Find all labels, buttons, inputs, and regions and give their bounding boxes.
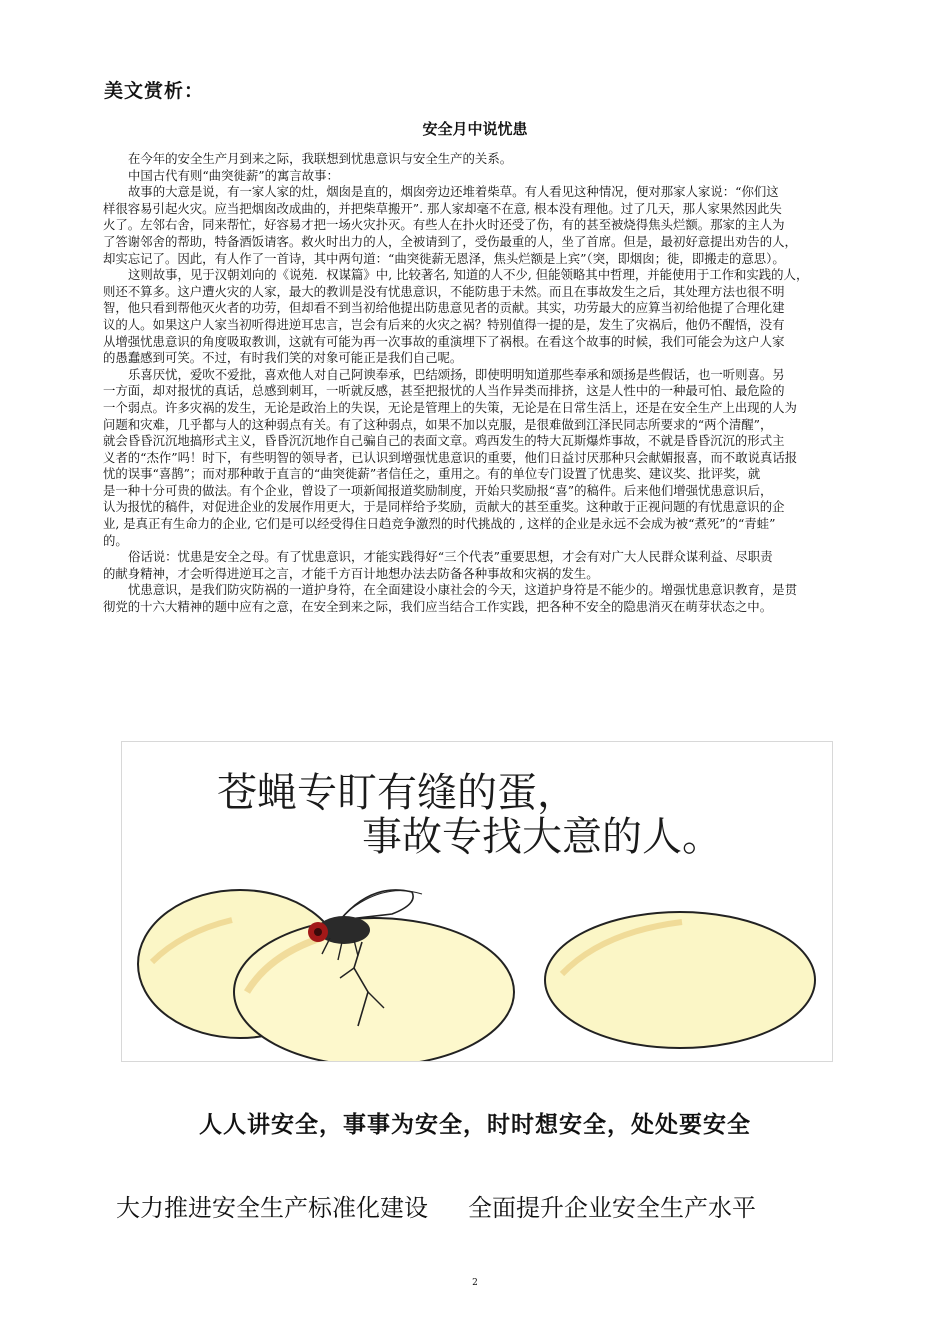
article-line: 就会昏昏沉沉地搞形式主义，昏昏沉沉地作自己骗自己的表面文章。鸡西发生的特大瓦斯爆炸事故，不就是昏昏沉沉的形式主 [103,433,785,449]
article-line: 智，他只看到帮他灭火者的功劳，但却看不到当初给他提出防患意见者的贡献。其实，功劳最大的应算当初给他提了合理化建 [103,300,785,316]
article-line: 样很容易引起火灾。应当把烟囱改成曲的，并把柴草搬开”. 那人家却毫不在意, 根本没有理他。过了几天，那人家果然因此失 [103,200,782,216]
illustration-caption-line1: 苍蝇专盯有缝的蛋， [217,770,577,816]
article-line: 从增强忧患意识的角度吸取教训，这就有可能为再一次事故的重演埋下了祸根。在看这个故事的时候，我们可能会为这户人家 [103,333,785,349]
article-line: 认为报忧的稿件，对促进企业的发展作用更大，于是同样给予奖励，贡献大的甚至重奖。这种敢于正视问题的有忧患意识的企 [103,499,785,515]
illustration-drawing [122,742,832,1061]
article-line: 火了。左邻右舍，同来帮忙，好容易才把一场火灾扑灭。有些人在扑火时还受了伤，有的甚至被烧得焦头烂额。那家的主人为 [103,217,785,233]
article-line: 在今年的安全生产月到来之际，我联想到忧患意识与安全生产的关系。 [128,151,513,166]
article-line: 忧的误事“喜鹊”；而对那种敢于直言的“曲突徙薪”者信任之，重用之。有的单位专门设置了忧患奖、建议奖、批评奖，就 [103,466,761,482]
safety-slogan-bold: 人人讲安全，事事为安全，时时想安全，处处要安全 [199,1112,751,1138]
article-line: 的。 [103,532,128,548]
article-line: 却实忘记了。因此，有人作了一首诗，其中两句道：“曲突徙薪无恩泽，焦头烂额是上宾”（突，即烟囱；徙，即搬走的意思）。 [103,250,785,266]
article-title: 安全月中说忧患 [422,120,528,138]
slogan-part-2: 全面提升企业安全生产水平 [468,1194,756,1222]
fly-eggs-illustration [121,741,833,1062]
article-line: 的愚蠢感到可笑。不过，有时我们笑的对象可能正是我们自己呢。 [103,350,463,366]
safety-slogan-standardization [116,1188,756,1223]
article-line: 故事的大意是说，有一家人家的灶，烟囱是直的，烟囱旁边还堆着柴草。有人看见这种情况，便对那家人家说：“你们这 [128,184,779,200]
article-line: 议的人。如果这户人家当初听得进逆耳忠言，岂会有后来的火灾之祸？特别值得一提的是，发生了灾祸后，他仍不醒悟，没有 [103,316,785,332]
article-line: 的献身精神，才会听得进逆耳之言，才能千方百计地想办法去防备各种事故和灾祸的发生。 [103,565,599,581]
article-line: 问题和灾难，几乎都与人的这种弱点有关。有了这种弱点，如果不加以克服，是很难做到江泽民同志所要求的“两个清醒”， [103,416,773,432]
egg-right [545,912,815,1048]
article-line: 是一种十分可贵的做法。有个企业，曾设了一项新闻报道奖励制度，开始只奖励报“喜”的稿件。后来他们增强忧患意识后， [103,482,773,498]
article-line: 中国古代有则“曲突徙薪”的寓言故事： [128,167,339,183]
article-line: 一个弱点。许多灾祸的发生，无论是政治上的失误，无论是管理上的失策，无论是在日常生活上，还是在安全生产上出现的人为 [103,399,797,415]
article-line: 一方面，却对报忧的真话，总感到刺耳，一听就反感，甚至把报忧的人当作异类而排挤，这是人性中的一种最可怕、最危险的 [103,383,785,399]
article-line: 了答谢邻舍的帮助，特备酒饭请客。救火时出力的人，全被请到了，受伤最重的人，坐了首席。但是，最初好意提出劝告的人， [103,233,797,249]
egg-center-cracked [234,918,514,1061]
page-number: 2 [472,1278,478,1288]
article-line: 彻党的十六大精神的题中应有之意，在安全到来之际，我们应当结合工作实践，把各种不安全的隐患消灭在萌芽状态之中。 [103,599,773,615]
slogan-part-1: 大力推进安全生产标准化建设 [116,1194,428,1222]
article-line: 义者的“杰作”吗！时下，有些明智的领导者，已认识到增强忧患意识的重要，他们日益讨厌那种只会献媚报喜，而不敢说真话报 [103,449,798,465]
article-line: 忧患意识，是我们防灾防祸的一道护身符，在全面建设小康社会的今天，这道护身符是不能少的。增强忧患意识教育，是贯 [128,582,798,598]
article-line: 业, 是真正有生命力的企业, 它们是可以经受得住日趋竞争激烈的时代挑战的 , 这样的企业是永远不会成为被“煮死”的“青蛙” [103,516,776,532]
article-line: 俗话说：忧患是安全之母。有了忧患意识，才能实践得好“三个代表”重要思想，才会有对广大人民群众谋利益、尽职责 [128,549,773,565]
illustration-caption-line2: 事故专找大意的人。 [362,814,722,860]
article-line: 这则故事，见于汉朝刘向的《说苑．权谋篇》中, 比较著名, 知道的人不少, 但能领略其中哲理，并能使用于工作和实践的人， [128,267,809,283]
article-body [103,151,850,616]
article-line: 乐喜厌忧，爱吹不爱批，喜欢他人对自己阿谀奉承，巴结颂扬，即使明明知道那些奉承和颂扬是些假话，也一听则喜。另 [128,366,785,382]
section-heading: 美文赏析： [104,80,205,102]
article-line: 则还不算多。这户遭火灾的人家，最大的教训是没有忧患意识，不能防患于未然。而且在事故发生之后，其处理方法也很不明 [103,283,785,299]
